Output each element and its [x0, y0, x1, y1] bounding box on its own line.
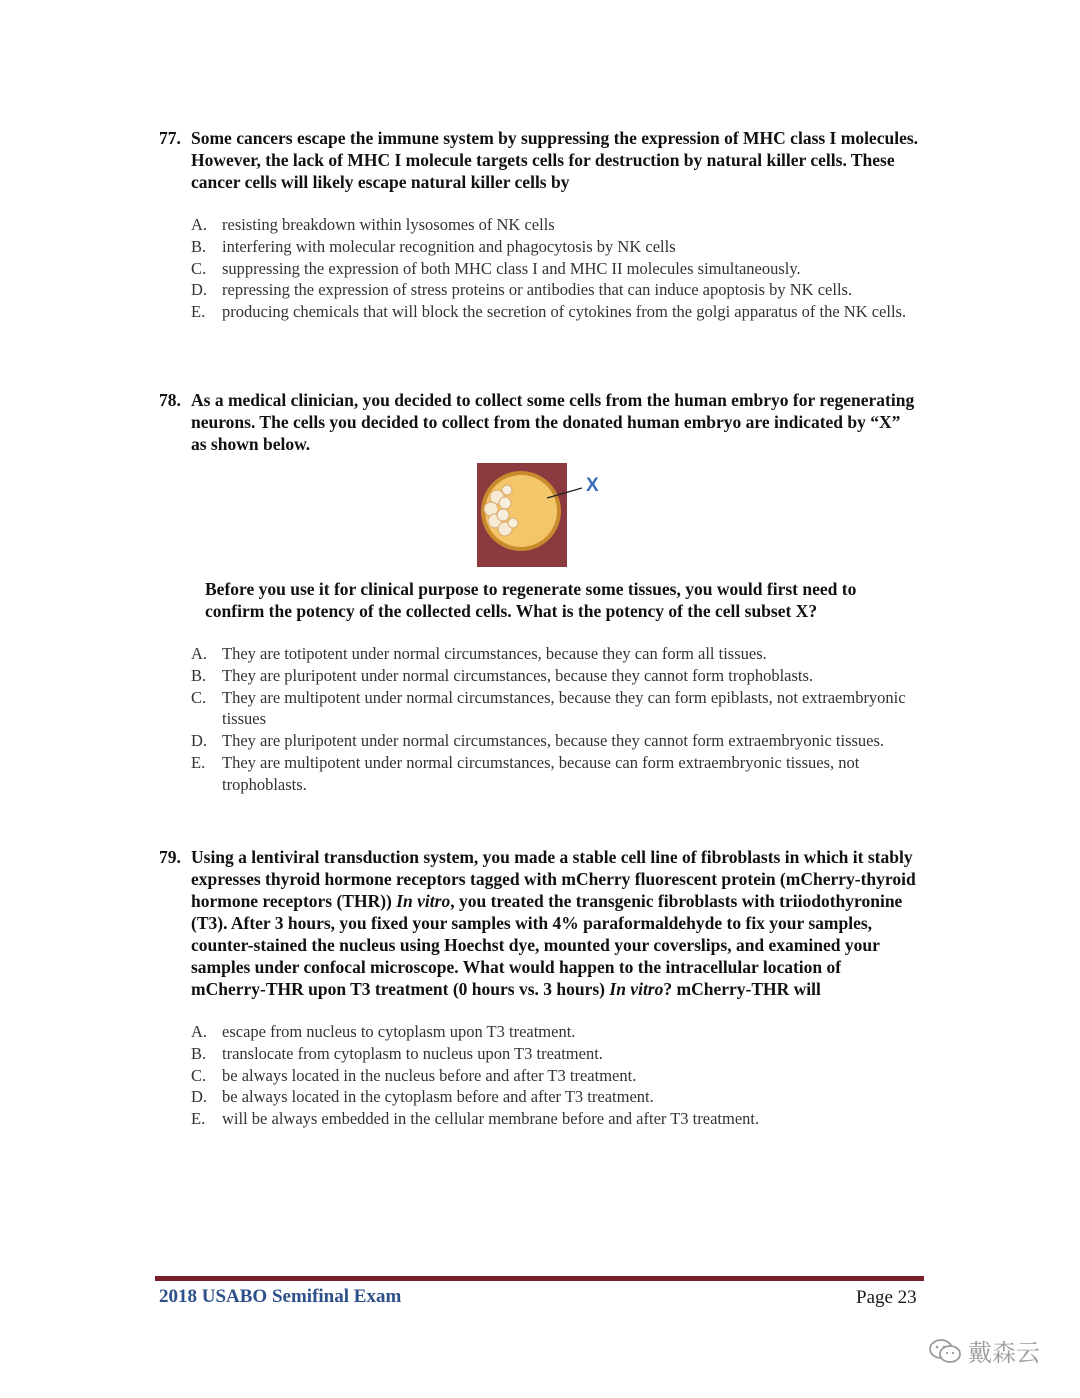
option-text: producing chemicals that will block the secretion of cytokines from the golgi apparatus of the NK cells. — [222, 302, 907, 322]
blastocyst-illustration — [477, 463, 607, 567]
chat-bubble-icon — [928, 1337, 962, 1365]
option-letter: C. — [191, 687, 207, 707]
option-letter: A. — [191, 215, 208, 234]
question-78-substem: Before you use it for clinical purpose to regenerate some tissues, you would first need to confirm the potency of the collected cells. What is the potency of the cell subset X? — [205, 579, 857, 621]
answer-option — [191, 279, 919, 301]
option-letter: A. — [191, 1022, 208, 1041]
stem-italic: In vitro — [609, 979, 664, 999]
question-78 — [159, 389, 919, 455]
option-text: will be always embedded in the cellular membrane before and after T3 treatment. — [222, 1109, 760, 1129]
option-letter: B. — [191, 236, 207, 256]
question-79 — [159, 846, 919, 1130]
answer-option — [191, 752, 919, 796]
question-number: 79. — [159, 847, 181, 867]
option-text: resisting breakdown within lysosomes of NK cells — [222, 215, 555, 234]
option-letter: E. — [191, 1109, 206, 1129]
option-letter: D. — [191, 280, 208, 300]
stem-italic: In vitro — [396, 891, 451, 911]
option-letter: C. — [191, 1065, 207, 1085]
answer-option — [191, 236, 919, 258]
watermark-text: 戴森云 — [968, 1339, 1040, 1367]
question-78-options-block — [159, 643, 919, 796]
question-text: As a medical clinician, you decided to collect some cells from the human embryo for regenerating neurons. The cells you decided to collect from the donated human embryo are indicated by “X” as shown below. — [191, 390, 915, 454]
option-text: repressing the expression of stress proteins or antibodies that can induce apoptosis by NK cells. — [222, 280, 853, 300]
embryo-figure — [477, 463, 607, 567]
option-letter: C. — [191, 258, 207, 278]
option-text: suppressing the expression of both MHC class I and MHC II molecules simultaneously. — [222, 258, 801, 278]
footer-rule — [155, 1276, 924, 1281]
figure-label-x: X — [586, 475, 599, 496]
question-text — [191, 846, 919, 1000]
answer-option — [191, 665, 919, 687]
option-letter: B. — [191, 665, 207, 685]
question-text: Some cancers escape the immune system by suppressing the expression of MHC class I molecules. However, the lack of MHC I molecule targets cells for destruction by natural killer cells. These cancer cells will likely escape natural killer cells by — [191, 128, 919, 192]
option-letter: D. — [191, 731, 208, 751]
question-stem — [159, 846, 919, 1000]
answer-option — [191, 258, 919, 280]
question-77 — [159, 127, 919, 323]
answer-option — [191, 1065, 919, 1087]
answer-option — [191, 1021, 919, 1043]
answer-option — [191, 643, 919, 665]
option-text: be always located in the cytoplasm before and after T3 treatment. — [222, 1087, 654, 1107]
option-text: They are multipotent under normal circumstances, because they can form epiblasts, not extraembryonic tissues — [222, 687, 906, 729]
option-letter: E. — [191, 302, 206, 322]
question-number: 78. — [159, 390, 181, 410]
option-letter: E. — [191, 752, 206, 772]
stem-part: Using a lentiviral transduction system, you made a stable cell line of fibroblasts in which it stably expresses thyroid hormone receptors tagged with mCherry fluorescent protein (mCherry-thyroid hormone receptors (THR)) — [191, 847, 916, 911]
answer-option — [191, 214, 919, 236]
question-stem — [159, 127, 919, 193]
option-text: They are multipotent under normal circumstances, because can form extraembryonic tissues, not trophoblasts. — [222, 752, 860, 794]
answer-option — [191, 1108, 919, 1130]
option-letter: A. — [191, 644, 208, 663]
answer-options — [191, 643, 919, 796]
option-text: They are pluripotent under normal circumstances, because they cannot form trophoblasts. — [222, 665, 814, 685]
option-letter: D. — [191, 1087, 208, 1107]
option-letter: B. — [191, 1043, 207, 1063]
answer-option — [191, 687, 919, 731]
answer-option — [191, 1043, 919, 1065]
answer-options — [191, 214, 919, 323]
watermark — [928, 1333, 1040, 1368]
footer-page-number: Page 23 — [856, 1287, 917, 1308]
answer-option — [191, 730, 919, 752]
question-stem — [159, 389, 919, 455]
option-text: interfering with molecular recognition and phagocytosis by NK cells — [222, 236, 676, 256]
option-text: They are pluripotent under normal circumstances, because they cannot form extraembryonic tissues. — [222, 731, 885, 751]
stem-part: ? mCherry-THR will — [663, 979, 821, 999]
answer-options — [191, 1021, 919, 1130]
footer-exam-title: 2018 USABO Semifinal Exam — [159, 1286, 402, 1307]
answer-option — [191, 1086, 919, 1108]
question-number: 77. — [159, 128, 181, 148]
option-text: They are totipotent under normal circumstances, because they can form all tissues. — [222, 644, 767, 663]
answer-option — [191, 301, 919, 323]
option-text: be always located in the nucleus before and after T3 treatment. — [222, 1065, 637, 1085]
stem-part: , you treated the transgenic fibroblasts with triiodothyronine (T3). After 3 hours, you fixed your samples with 4% paraformaldehyde to fix your samples, counter-stained the nucleus using Hoechst dye, mounted your coverslips, and examined your samples under confocal microscope. What would happen to the intracellular location of mCherry-THR upon T3 treatment (0 hours vs. 3 hours) — [191, 891, 903, 999]
option-text: translocate from cytoplasm to nucleus upon T3 treatment. — [222, 1043, 603, 1063]
option-text: escape from nucleus to cytoplasm upon T3 treatment. — [222, 1022, 576, 1041]
